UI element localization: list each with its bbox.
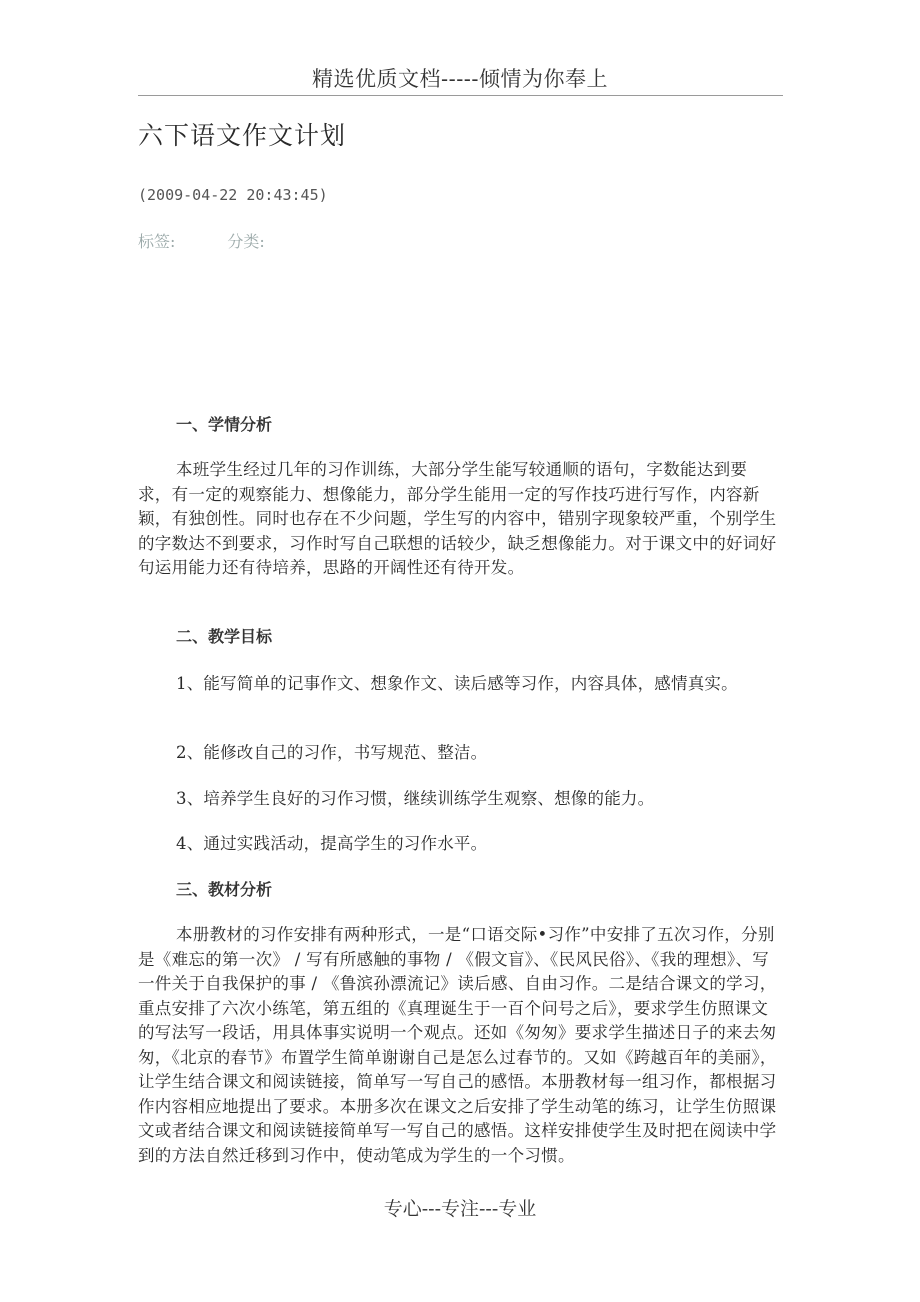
section-heading-materials: 三、教材分析 xyxy=(176,880,273,899)
meta-row xyxy=(138,229,265,255)
header-divider xyxy=(138,95,783,96)
goal-item-3: 3、培养学生良好的习作习惯，继续训练学生观察、想像的能力。 xyxy=(176,789,655,808)
page-footer-text: 专心---专注---专业 xyxy=(383,1198,537,1220)
section-heading-analysis: 一、学情分析 xyxy=(176,415,273,434)
analysis-paragraph: 本班学生经过几年的习作训练，大部分学生能写较通顺的语句，字数能达到要求，有一定的观察能力、想像能力，部分学生能用一定的写作技巧进行写作，内容新颖，有独创性。同时也存在不少问题，学生写的内容中，错别字现象较严重，个别学生的字数达不到要求，习作时写自己联想的话较少，缺乏想像能力。对于课文中的好词好句运用能力还有待培养，思路的开阔性还有待开发。 xyxy=(138,460,777,577)
tags-label: 标签: xyxy=(138,232,176,251)
category-label: 分类: xyxy=(227,232,265,251)
goal-item-4: 4、通过实践活动，提高学生的习作水平。 xyxy=(176,834,488,853)
post-timestamp: (2009-04-22 20:43:45) xyxy=(138,186,328,204)
page-header-title: 精选优质文档-----倾情为你奉上 xyxy=(312,67,608,91)
goal-item-1: 1、能写简单的记事作文、想象作文、读后感等习作，内容具体，感情真实。 xyxy=(176,674,738,693)
materials-paragraph: 本册教材的习作安排有两种形式，一是“口语交际•习作”中安排了五次习作，分别是《难忘的第一次》 / 写有所感触的事物 / 《假文盲》、《民风民俗》、《我的理想》、写一件关于自我保护的事 / 《鲁滨孙漂流记》读后感、自由习作。二是结合课文的学习，重点安排了六次小练笔，第五组的《真理诞生于一百个问号之后》，要求学生仿照课文的写法写一段话，用具体事实说明一个观点。还如《匆匆》要求学生描述日子的来去匆匆，《北京的春节》布置学生简单谢谢自己是怎么过春节的。又如《跨越百年的美丽》，让学生结合课文和阅读链接，简单写一写自己的感悟。本册教材每一组习作，都根据习作内容相应地提出了要求。本册多次在课文之后安排了学生动笔的练习，让学生仿照课文或者结合课文和阅读链接简单写一写自己的感悟。这样安排使学生及时把在阅读中学到的方法自然迁移到习作中，使动笔成为学生的一个习惯。 xyxy=(138,925,777,1165)
document-title: 六下语文作文计划 xyxy=(138,121,347,150)
goal-item-2: 2、能修改自己的习作，书写规范、整洁。 xyxy=(176,743,488,762)
section-heading-goals: 二、教学目标 xyxy=(176,627,273,646)
